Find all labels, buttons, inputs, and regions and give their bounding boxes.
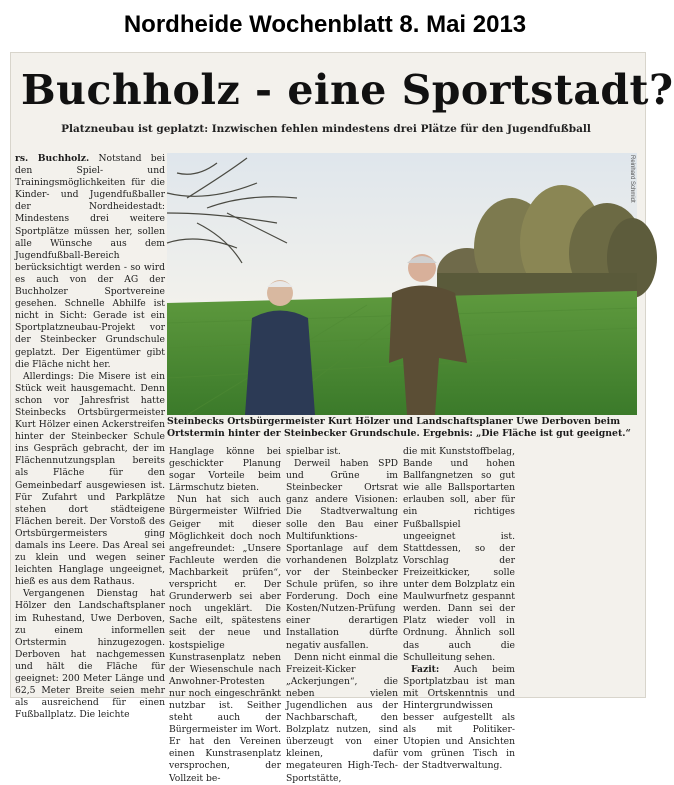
paragraph-4: Hanglage könne bei geschickter Planung sogar Vorteile beim Lärmschutz bieten.: [169, 446, 281, 494]
article-subheadline: Platzneubau ist geplatzt: Inzwischen fehlen mindestens drei Plätze für den Jugendfußball: [61, 123, 591, 135]
article-column-1: [15, 153, 166, 721]
photo-credit: Reinhard Schmidt: [629, 155, 635, 203]
paragraph-9: die mit Kunststoffbelag, Bande und hohen Ballfangnetzen so gut wie alle Ballsportarten erlauben soll, aber für ein richtiges Fußballspiel ungeeignet ist. Stattdessen, so der Vorschlag der Freizeitkicker, solle unter dem Bolzplatz ein Maulwurfnetz gespannt werden. Dann sei der Platz wieder voll in Ordnung. Ähnlich soll das auch die Schulleitung sehen.: [403, 446, 515, 663]
article-headline: Buchholz - eine Sportstadt?: [21, 66, 674, 114]
dateline: rs. Buchholz.: [15, 153, 90, 164]
paragraph-8: Denn nicht einmal die Freizeit-Kicker „Ackerjungen“, die neben vielen Jugendlichen aus der Nachbarschaft, den Bolzplatz nutzen, sind überzeugt von einer kleinen, dafür megateuren High-Tech-Sportstätte,: [286, 651, 398, 784]
photo-caption: Steinbecks Ortsbürgermeister Kurt Hölzer und Landschaftsplaner Uwe Derboven beim Ortstermin hinter der Steinbecker Grundschule. Ergebnis: „Die Fläche ist gut geeignet.“: [167, 416, 631, 439]
article-column-4: [403, 446, 515, 772]
paragraph-7: Derweil haben SPD und Grüne im Steinbecker Ortsrat ganz andere Visionen: Die Stadtverwaltung solle den Bau einer Multifunktions-Sportanlage auf dem vorhandenen Bolzplatz vor der Steinbecker Schule prüfen, so ihre Forderung. Doch eine Kosten/Nutzen-Prüfung einer derartigen Installation dürfte negativ ausfallen.: [286, 458, 398, 651]
paragraph-5: Nun hat sich auch Bürgermeister Wilfried Geiger mit dieser Möglichkeit doch noch angefreundet: „Unsere Fachleute werden die Machbarkeit prüfen“, verspricht er. Der Grunderwerb sei aber noch ungeklärt. Die Sache eilt, spätestens seit der neue und kostspielige Kunstrasenplatz neben der Wiesenschule nach Anwohner-Protesten nur noch eingeschränkt nutzbar ist. Seither steht auch der Bürgermeister im Wort. Er hat den Vereinen einen Kunstrasenplatz versprochen, der Vollzeit be-: [169, 494, 281, 784]
article-column-3: [286, 446, 398, 784]
article-column-2: [169, 446, 281, 784]
paragraph-6: spielbar ist.: [286, 446, 341, 457]
fazit-text: Auch beim Sportplatzbau ist man mit Ortskenntnis und Hintergrundwissen besser aufgestellt als als mit Politiker-Utopien und Ansichten vom grünen Tisch in der Stadtverwaltung.: [403, 663, 515, 772]
paragraph-1: [15, 153, 165, 371]
paragraph-fazit: [403, 664, 515, 773]
paragraph-1-text: Notstand bei den Spiel- und Trainingsmöglichkeiten für die Kinder- und Jugendfußballer der Nordheidestadt: Mindestens drei weitere Sportplätze müssen her, sollen alle Wünsche aus dem Jugendfußball-Bereich berücksichtigt werden - so wird es auch von der AG der Buchholzer Sportvereine gesehen. Schnelle Abhilfe ist nicht in Sicht: Gerade ist ein Sportplatzneubau-Projekt vor der Steinbecker Grundschule geplatzt. Der Eigentümer gibt die Fläche nicht her.: [15, 153, 166, 370]
paragraph-2: Allerdings: Die Misere ist ein Stück weit hausgemacht. Denn schon vor Jahresfrist hatte Steinbecks Ortsbürgermeister Kurt Hölzer einen Ackerstreifen hinter der Steinbecker Schule ins Gespräch gebracht, der im Flächennutzungsplan bereits als Fläche für den Gemeinbedarf ausgewiesen ist. Für Zufahrt und Parkplätze stehen dort städteigene Flächen bereit. Der Vorstoß des Ortsbürgermeisters ging damals ins Leere. Das Areal sei zu klein und wegen seiner leichten Hanglage ungeeignet, hieß es aus dem Rathaus.: [15, 370, 165, 588]
publication-header: Nordheide Wochenblatt 8. Mai 2013: [123, 11, 527, 38]
article-photo: [167, 153, 637, 415]
fazit-label: Fazit:: [411, 663, 440, 675]
paragraph-3: Vergangenen Dienstag hat Hölzer den Landschaftsplaner im Ruhestand, Uwe Derboven, zu einem informellen Ortstermin hinzugezogen. Derboven hat nachgemessen und hält die Fläche für geeignet: 200 Meter Länge und 62,5 Meter Breite seien mehr als ausreichend für einen Fußballplatz. Die leichte: [15, 588, 165, 721]
newspaper-clipping: [10, 52, 674, 784]
photo-illustration: [167, 153, 637, 415]
